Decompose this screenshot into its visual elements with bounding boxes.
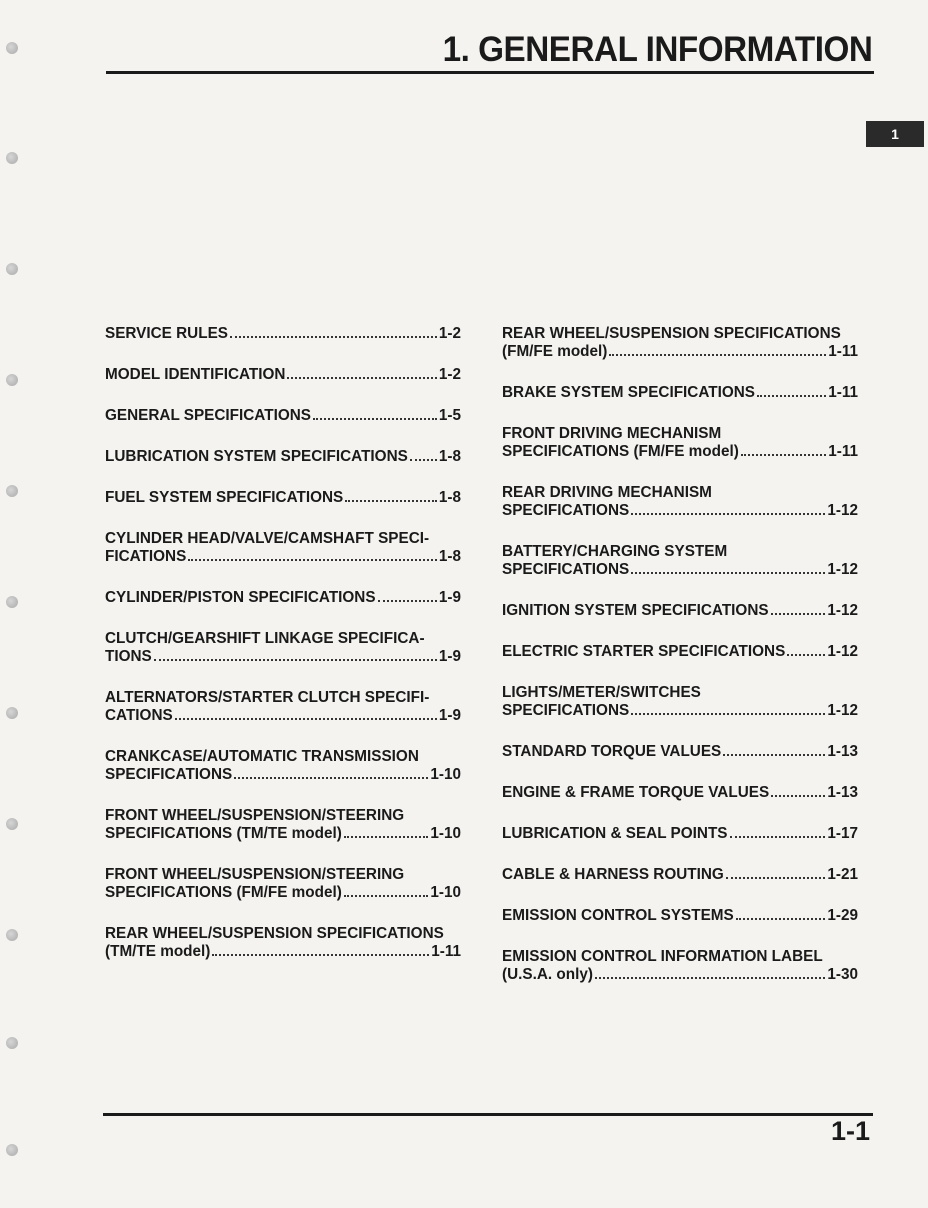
binder-hole-icon: [6, 596, 18, 608]
toc-entry-title: LUBRICATION & SEAL POINTS: [502, 825, 728, 842]
toc-entry-title: SPECIFICATIONS: [502, 502, 630, 519]
footer-divider: [103, 1113, 873, 1116]
toc-entry[interactable]: [105, 530, 461, 566]
dot-leader: [344, 836, 429, 838]
toc-entry-line: REAR WHEEL/SUSPENSION SPECIFICATIONS: [105, 925, 444, 942]
toc-page-ref: 1-9: [438, 589, 461, 606]
toc-entry[interactable]: [502, 684, 858, 720]
toc-entry-final-line: [502, 502, 858, 520]
toc-page-ref: 1-5: [438, 407, 461, 424]
dot-leader: [771, 795, 825, 797]
binder-hole-icon: [6, 818, 18, 830]
toc-right-column: [502, 325, 858, 1007]
page-title: 1. GENERAL INFORMATION: [442, 30, 872, 69]
toc-page-ref: 1-10: [430, 884, 461, 901]
toc-entry-line: REAR DRIVING MECHANISM: [502, 484, 712, 501]
toc-entry[interactable]: [105, 407, 461, 425]
toc-page-ref: 1-9: [438, 648, 461, 665]
toc-entry-title: SERVICE RULES: [105, 325, 228, 342]
dot-leader: [344, 895, 429, 897]
toc-page-ref: 1-10: [430, 825, 461, 842]
dot-leader: [188, 559, 437, 561]
toc-entry-final-line: [502, 384, 858, 402]
toc-entry-final-line: [502, 561, 858, 579]
toc-entry[interactable]: [502, 602, 858, 620]
toc-entry-final-line: [502, 907, 858, 925]
toc-entry-final-line: [105, 325, 461, 343]
dot-leader: [234, 777, 428, 779]
dot-leader: [771, 613, 826, 615]
toc-entry-title: FUEL SYSTEM SPECIFICATIONS: [105, 489, 344, 506]
toc-entry-final-line: [105, 766, 461, 784]
dot-leader: [631, 713, 825, 715]
toc-entry-final-line: [105, 648, 461, 666]
toc-entry-final-line: [105, 548, 461, 566]
toc-page-ref: 1-12: [827, 561, 858, 578]
toc-entry[interactable]: [105, 925, 461, 961]
toc-entry-title: SPECIFICATIONS: [105, 766, 233, 783]
toc-entry-final-line: [502, 343, 858, 361]
toc-entry-title: STANDARD TORQUE VALUES: [502, 743, 722, 760]
toc-entry[interactable]: [105, 748, 461, 784]
toc-entry-final-line: [502, 743, 858, 761]
toc-page-ref: 1-2: [438, 325, 461, 342]
toc-page-ref: 1-11: [828, 384, 858, 401]
toc-entry-final-line: [105, 448, 461, 466]
toc-entry[interactable]: [105, 448, 461, 466]
toc-page-ref: 1-12: [827, 702, 858, 719]
dot-leader: [595, 977, 825, 979]
toc-entry-line: BATTERY/CHARGING SYSTEM: [502, 543, 728, 560]
binder-hole-icon: [6, 152, 18, 164]
toc-entry-line: FRONT WHEEL/SUSPENSION/STEERING: [105, 866, 405, 883]
toc-entry-line: FRONT DRIVING MECHANISM: [502, 425, 722, 442]
toc-entry-final-line: [502, 866, 858, 884]
binder-hole-icon: [6, 707, 18, 719]
toc-page-ref: 1-21: [827, 866, 858, 883]
toc-entry-title: SPECIFICATIONS (TM/TE model): [105, 825, 342, 842]
dot-leader: [378, 600, 437, 602]
toc-entry-line: EMISSION CONTROL INFORMATION LABEL: [502, 948, 823, 965]
toc-entry[interactable]: [502, 825, 858, 843]
toc-entry[interactable]: [502, 425, 858, 461]
toc-page-ref: 1-11: [828, 443, 858, 460]
binder-hole-icon: [6, 485, 18, 497]
dot-leader: [741, 454, 826, 456]
toc-entry-title: (U.S.A. only): [502, 966, 593, 983]
toc-entry-final-line: [105, 407, 461, 425]
binder-hole-icon: [6, 929, 18, 941]
toc-entry[interactable]: [502, 325, 858, 361]
toc-entry[interactable]: [502, 643, 858, 661]
toc-entry-final-line: [105, 825, 461, 843]
toc-entry-title: ELECTRIC STARTER SPECIFICATIONS: [502, 643, 786, 660]
toc-entry-final-line: [502, 602, 858, 620]
dot-leader: [730, 836, 826, 838]
dot-leader: [723, 754, 825, 756]
toc-page-ref: 1-8: [438, 548, 461, 565]
dot-leader: [410, 459, 437, 461]
toc-entry-final-line: [502, 825, 858, 843]
toc-entry[interactable]: [502, 907, 858, 925]
toc-entry-title: LUBRICATION SYSTEM SPECIFICATIONS: [105, 448, 408, 465]
toc-page-ref: 1-17: [827, 825, 858, 842]
dot-leader: [212, 954, 429, 956]
toc-entry-title: SPECIFICATIONS: [502, 702, 630, 719]
toc-entry-line: LIGHTS/METER/SWITCHES: [502, 684, 701, 701]
toc-page-ref: 1-12: [827, 643, 858, 660]
toc-entry[interactable]: [105, 325, 461, 343]
dot-leader: [631, 513, 825, 515]
toc-entry-title: ENGINE & FRAME TORQUE VALUES: [502, 784, 770, 801]
dot-leader: [757, 395, 826, 397]
binder-hole-icon: [6, 1037, 18, 1049]
dot-leader: [345, 500, 437, 502]
toc-page-ref: 1-12: [827, 502, 858, 519]
toc-entry-title: (FM/FE model): [502, 343, 608, 360]
dot-leader: [787, 654, 825, 656]
page-number: 1-1: [830, 1116, 870, 1146]
toc-entry-title: BRAKE SYSTEM SPECIFICATIONS: [502, 384, 755, 401]
toc-entry-title: SPECIFICATIONS (FM/FE model): [502, 443, 739, 460]
toc-entry-final-line: [502, 784, 858, 802]
title-divider: [106, 71, 874, 74]
toc-entry-title: IGNITION SYSTEM SPECIFICATIONS: [502, 602, 769, 619]
toc-page-ref: 1-2: [438, 366, 461, 383]
toc-left-column: [105, 325, 461, 984]
toc-page-ref: 1-11: [828, 343, 858, 360]
toc-entry-final-line: [502, 702, 858, 720]
toc-entry[interactable]: [502, 743, 858, 761]
toc-entry[interactable]: [502, 543, 858, 579]
toc-entry[interactable]: [105, 807, 461, 843]
toc-entry[interactable]: [502, 384, 858, 402]
toc-entry-line: REAR WHEEL/SUSPENSION SPECIFICATIONS: [502, 325, 841, 342]
toc-entry-title: CATIONS: [105, 707, 173, 724]
toc-entry-final-line: [105, 884, 461, 902]
toc-page-ref: 1-8: [438, 448, 461, 465]
toc-entry-title: FICATIONS: [105, 548, 187, 565]
toc-entry-final-line: [105, 489, 461, 507]
toc-entry-line: CYLINDER HEAD/VALVE/CAMSHAFT SPECI-: [105, 530, 430, 547]
dot-leader: [175, 718, 437, 720]
toc-page-ref: 1-30: [827, 966, 858, 983]
toc-entry[interactable]: [105, 589, 461, 607]
binder-hole-icon: [6, 263, 18, 275]
toc-entry-line: CLUTCH/GEARSHIFT LINKAGE SPECIFICA-: [105, 630, 425, 647]
dot-leader: [726, 877, 826, 879]
toc-entry-title: CABLE & HARNESS ROUTING: [502, 866, 724, 883]
toc-entry-final-line: [105, 589, 461, 607]
dot-leader: [313, 418, 437, 420]
toc-entry[interactable]: [105, 630, 461, 666]
binder-hole-icon: [6, 1144, 18, 1156]
toc-entry-title: SPECIFICATIONS (FM/FE model): [105, 884, 342, 901]
toc-entry-title: EMISSION CONTROL SYSTEMS: [502, 907, 734, 924]
toc-entry-final-line: [502, 443, 858, 461]
toc-entry[interactable]: [105, 366, 461, 384]
toc-entry[interactable]: [105, 489, 461, 507]
binder-hole-icon: [6, 42, 18, 54]
toc-entry-title: TIONS: [105, 648, 152, 665]
chapter-tab: 1: [866, 121, 924, 147]
dot-leader: [154, 659, 437, 661]
toc-page-ref: 1-9: [438, 707, 461, 724]
toc-entry-final-line: [105, 707, 461, 725]
dot-leader: [609, 354, 826, 356]
dot-leader: [631, 572, 825, 574]
toc-entry-line: ALTERNATORS/STARTER CLUTCH SPECIFI-: [105, 689, 430, 706]
toc-entry-title: (TM/TE model): [105, 943, 211, 960]
dot-leader: [230, 336, 437, 338]
toc-entry[interactable]: [105, 866, 461, 902]
toc-entry[interactable]: [502, 866, 858, 884]
toc-entry-final-line: [502, 643, 858, 661]
dot-leader: [736, 918, 826, 920]
toc-page-ref: 1-29: [827, 907, 858, 924]
binder-hole-icon: [6, 374, 18, 386]
toc-entry[interactable]: [502, 484, 858, 520]
toc-entry[interactable]: [502, 784, 858, 802]
toc-entry-final-line: [105, 943, 461, 961]
dot-leader: [287, 377, 436, 379]
toc-page-ref: 1-10: [430, 766, 461, 783]
toc-page-ref: 1-12: [827, 602, 858, 619]
toc-entry-final-line: [502, 966, 858, 984]
toc-entry-title: SPECIFICATIONS: [502, 561, 630, 578]
toc-entry-line: FRONT WHEEL/SUSPENSION/STEERING: [105, 807, 405, 824]
toc-page-ref: 1-13: [827, 784, 858, 801]
toc-page-ref: 1-13: [827, 743, 858, 760]
toc-entry-title: GENERAL SPECIFICATIONS: [105, 407, 311, 424]
toc-page-ref: 1-11: [431, 943, 461, 960]
toc-page-ref: 1-8: [438, 489, 461, 506]
toc-entry-title: MODEL IDENTIFICATION: [105, 366, 286, 383]
toc-entry[interactable]: [502, 948, 858, 984]
toc-entry-title: CYLINDER/PISTON SPECIFICATIONS: [105, 589, 376, 606]
toc-entry[interactable]: [105, 689, 461, 725]
toc-entry-line: CRANKCASE/AUTOMATIC TRANSMISSION: [105, 748, 419, 765]
toc-entry-final-line: [105, 366, 461, 384]
